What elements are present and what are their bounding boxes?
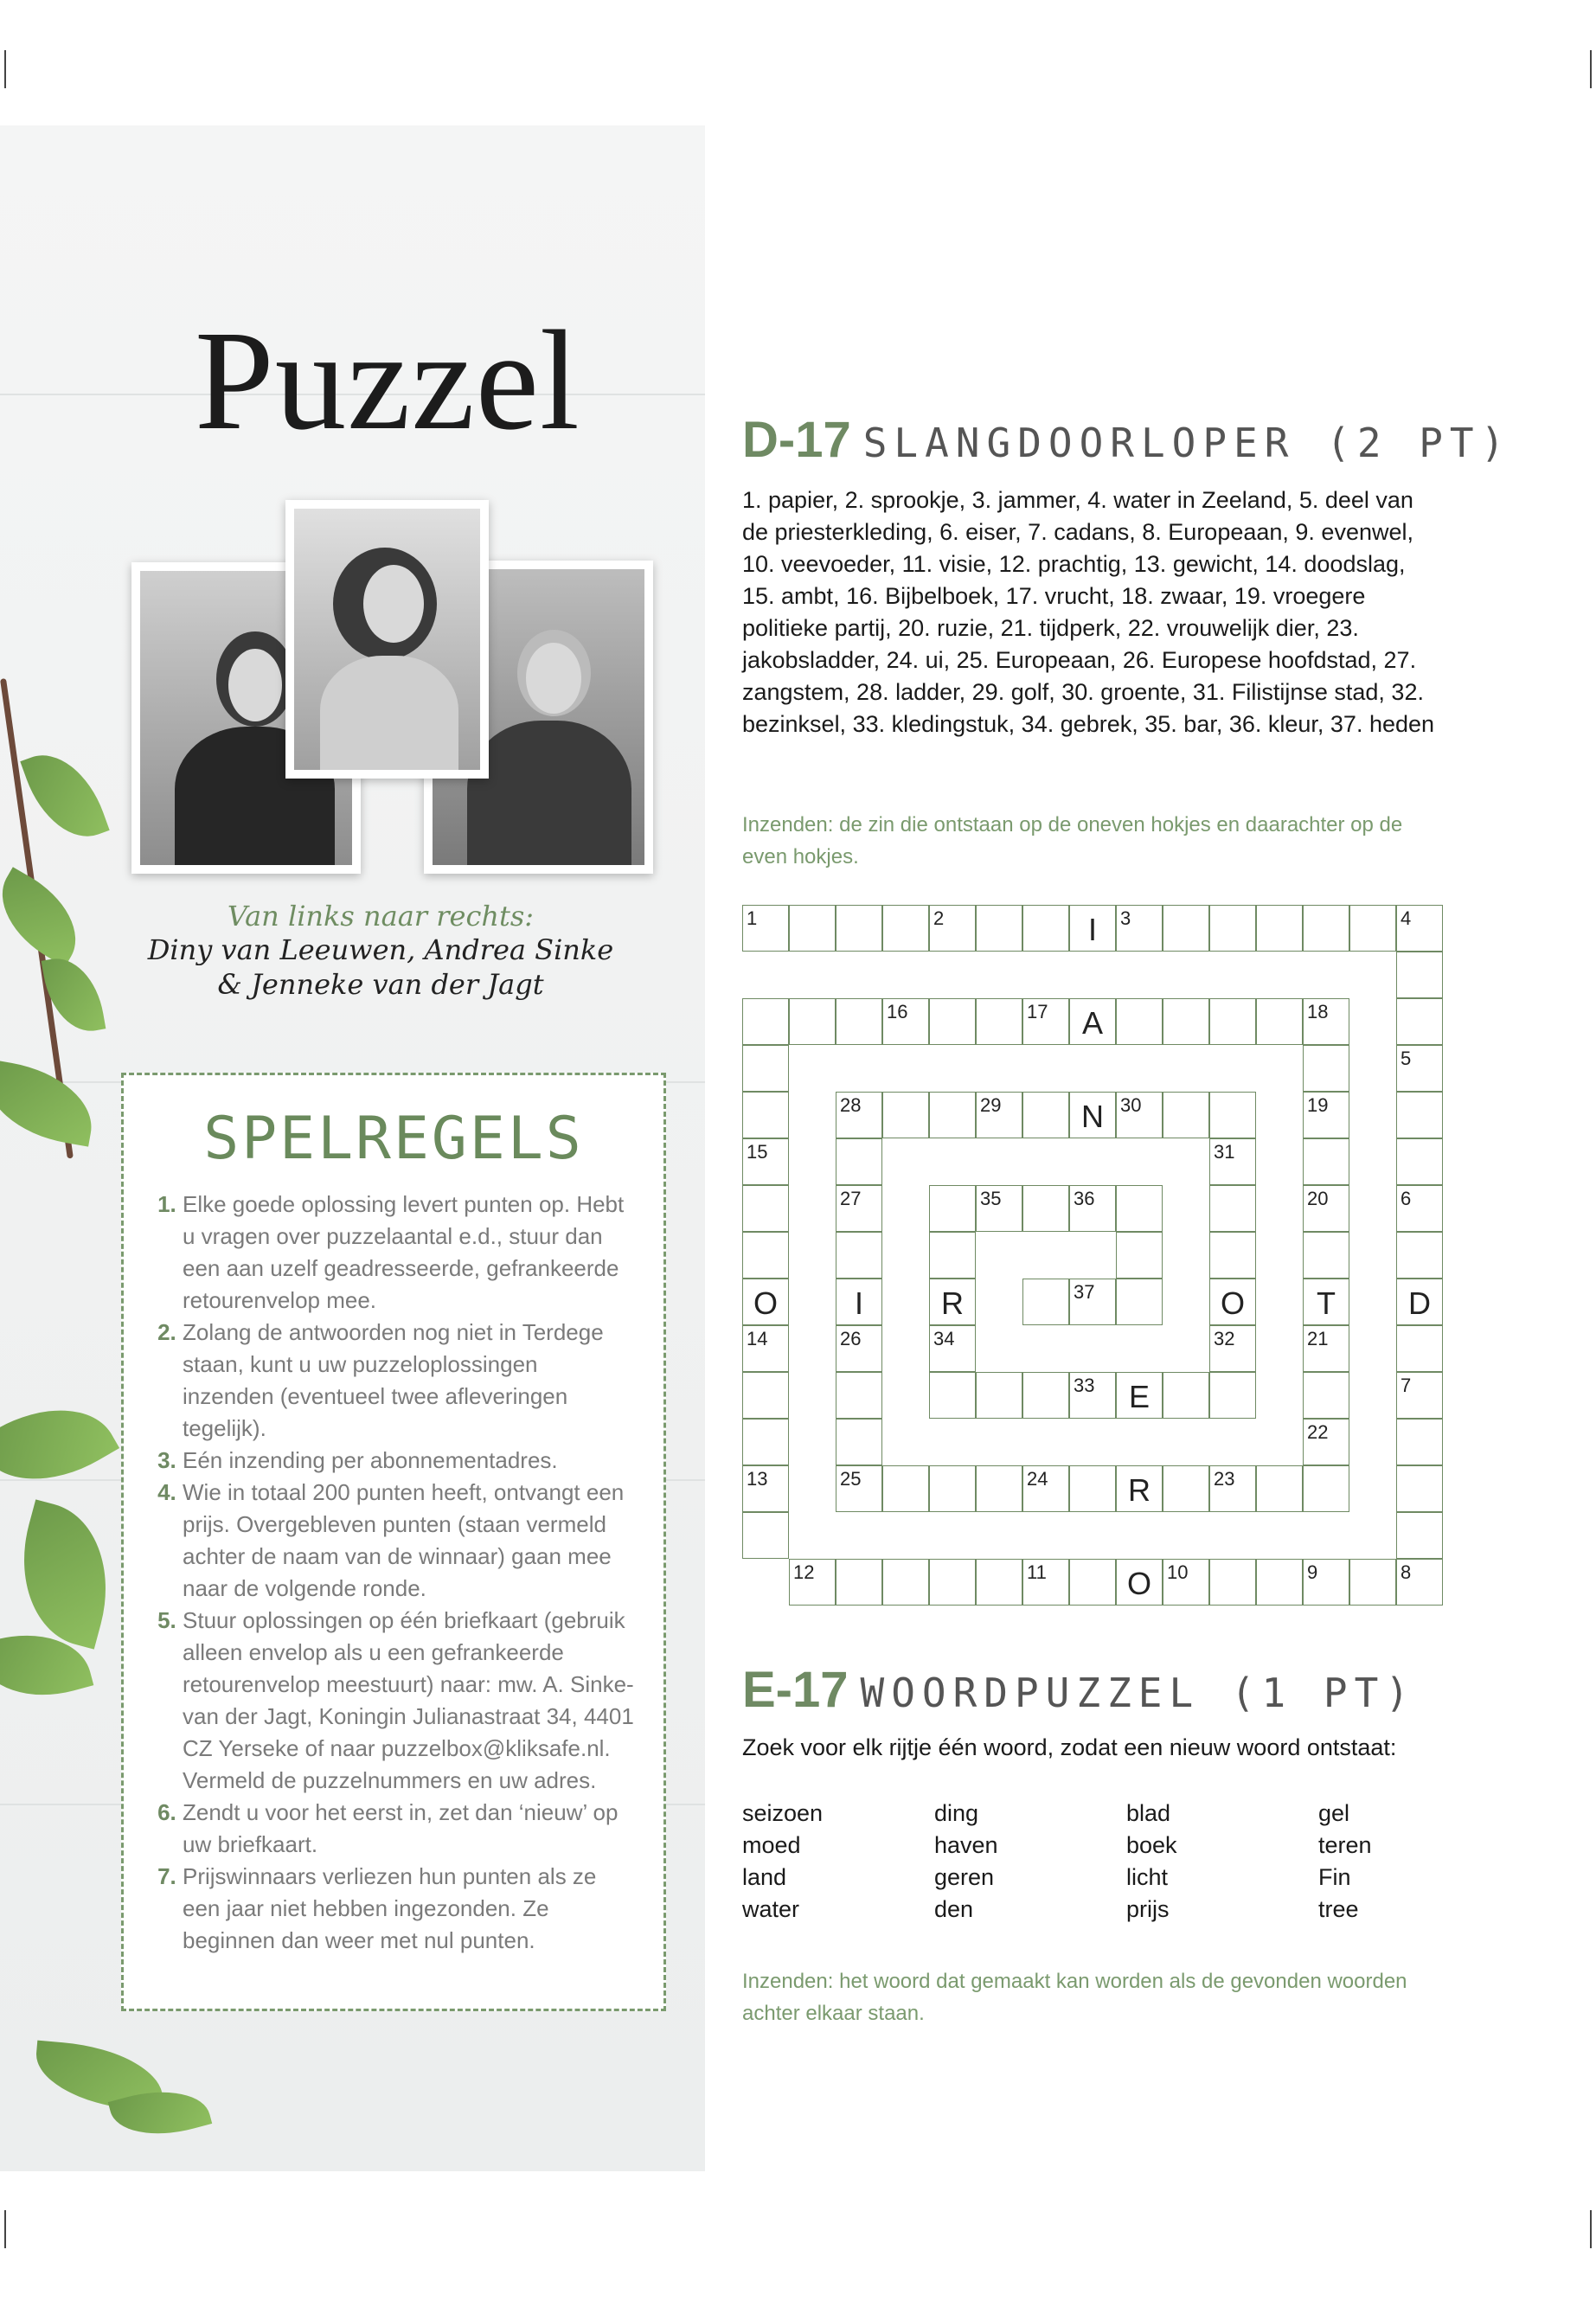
grid-cell[interactable] — [1303, 1465, 1349, 1512]
grid-cell[interactable] — [1303, 905, 1349, 952]
grid-cell[interactable] — [1396, 1465, 1443, 1512]
cell-number: 27 — [840, 1188, 862, 1209]
grid-cell[interactable] — [1116, 1185, 1163, 1232]
cell-number: 10 — [1167, 1561, 1189, 1583]
grid-cell[interactable] — [1116, 1092, 1163, 1138]
cell-letter: O — [1220, 1285, 1245, 1321]
grid-cell[interactable] — [1209, 1465, 1256, 1512]
grid-cell[interactable] — [1022, 1185, 1069, 1232]
cell-number: 24 — [1027, 1468, 1048, 1490]
cell-letter: N — [1081, 1099, 1104, 1134]
cell-letter: E — [1128, 1379, 1150, 1414]
grid-cell[interactable] — [742, 998, 789, 1045]
rule-item: 1. Elke goede oplossing levert punten op. Hebt u vragen over puzzelaantal e.d., stuur dan een aan uzelf geadresseerde, gefrankeerde retourenvelop mee. — [183, 1189, 634, 1317]
grid-cell[interactable] — [1116, 1559, 1163, 1606]
grid-cell[interactable] — [929, 1372, 976, 1419]
grid-cell[interactable] — [976, 1465, 1022, 1512]
cell-number: 35 — [980, 1188, 1002, 1209]
cell-number: 28 — [840, 1094, 862, 1116]
rule-item: 4. Wie in totaal 200 punten heeft, ontvangt een prijs. Overgebleven punten (staan vermeld achter de naam van de winnaar) gaan mee naar de volgende ronde. — [183, 1477, 634, 1605]
caption-line-2: Diny van Leeuwen, Andrea Sinke — [147, 933, 614, 966]
word: den — [934, 1896, 974, 1922]
cell-number: 34 — [933, 1328, 955, 1349]
grid-cell[interactable] — [1069, 998, 1116, 1045]
grid-cell[interactable] — [836, 1092, 882, 1138]
grid-cell[interactable] — [1163, 1559, 1209, 1606]
word-column — [1318, 1798, 1491, 1926]
cell-number: 21 — [1307, 1328, 1329, 1349]
grid-cell[interactable] — [1396, 1372, 1443, 1419]
grid-cell[interactable] — [836, 1419, 882, 1465]
word: haven — [934, 1832, 998, 1858]
grid-cell[interactable] — [789, 998, 836, 1045]
cell-number: 7 — [1401, 1375, 1412, 1396]
grid-cell[interactable] — [1396, 1232, 1443, 1279]
rule-item: 5. Stuur oplossingen op één briefkaart (gebruik alleen envelop als u een gefrankeerde retourenvelop meestuurt) naar: mw. A. Sinke-van der Jagt, Koningin Julianastraat 34, 4401 CZ Yerseke of naar puzzelbox@kliksafe.nl. Vermeld de puzzelnummers en uw adres. — [183, 1605, 634, 1797]
grid-cell[interactable] — [1256, 1465, 1303, 1512]
grid-cell[interactable] — [1256, 998, 1303, 1045]
grid-cell[interactable] — [1163, 1465, 1209, 1512]
grid-cell[interactable] — [742, 905, 789, 952]
grid-cell[interactable] — [1209, 1092, 1256, 1138]
grid-cell[interactable] — [1303, 1559, 1349, 1606]
grid-cell[interactable] — [742, 1232, 789, 1279]
cell-number: 6 — [1401, 1188, 1412, 1209]
page-title: Puzzel — [195, 301, 580, 459]
photo-andrea — [285, 500, 489, 779]
cell-number: 3 — [1120, 907, 1131, 929]
cell-letter: A — [1081, 1005, 1103, 1041]
grid-cell[interactable] — [1349, 905, 1396, 952]
grid-cell[interactable] — [1022, 1465, 1069, 1512]
grid-cell[interactable] — [1163, 905, 1209, 952]
rule-item: 7. Prijswinnaars verliezen hun punten als ze een jaar niet hebben ingezonden. Ze beginnen dan weer met nul punten. — [183, 1861, 634, 1957]
grid-cell[interactable] — [1303, 1138, 1349, 1185]
grid-cell[interactable] — [976, 905, 1022, 952]
grid-cell[interactable] — [1303, 1185, 1349, 1232]
grid-cell[interactable] — [1303, 1325, 1349, 1372]
grid-cell[interactable] — [1396, 1419, 1443, 1465]
grid-cell[interactable] — [1163, 1092, 1209, 1138]
e17-instruction: Inzenden: het woord dat gemaakt kan worden als de gevonden woorden achter elkaar staan. — [742, 1970, 1407, 2025]
grid-cell[interactable] — [929, 1185, 976, 1232]
grid-cell[interactable] — [1396, 1138, 1443, 1185]
grid-cell[interactable] — [882, 1559, 929, 1606]
grid-cell[interactable] — [929, 998, 976, 1045]
grid-cell[interactable] — [1256, 1559, 1303, 1606]
grid-cell[interactable] — [1396, 1279, 1443, 1325]
grid-cell[interactable] — [1396, 1512, 1443, 1559]
grid-cell[interactable] — [1116, 1465, 1163, 1512]
e17-name: WOORDPUZZEL (1 PT) — [860, 1670, 1417, 1716]
grid-cell[interactable] — [1116, 998, 1163, 1045]
grid-cell[interactable] — [742, 1045, 789, 1092]
word: teren — [1318, 1832, 1372, 1858]
grid-cell[interactable] — [1209, 1372, 1256, 1419]
cell-number: 11 — [1027, 1561, 1047, 1583]
d17-header — [742, 411, 1511, 469]
cell-number: 15 — [747, 1141, 768, 1163]
grid-cell[interactable] — [1209, 1138, 1256, 1185]
grid-cell[interactable] — [836, 1465, 882, 1512]
word: Fin — [1318, 1864, 1351, 1890]
grid-cell[interactable] — [742, 1419, 789, 1465]
grid-cell[interactable] — [742, 1138, 789, 1185]
word: land — [742, 1864, 787, 1890]
rules-heading: SPELREGELS — [203, 1105, 584, 1173]
grid-cell[interactable] — [882, 998, 929, 1045]
grid-cell[interactable] — [836, 1185, 882, 1232]
word: tree — [1318, 1896, 1359, 1922]
grid-cell[interactable] — [1022, 905, 1069, 952]
rules-box — [121, 1073, 666, 2011]
crop-mark — [4, 2210, 6, 2248]
grid-cell[interactable] — [976, 998, 1022, 1045]
grid-cell[interactable] — [1209, 1185, 1256, 1232]
cell-letter: D — [1408, 1285, 1431, 1321]
cell-number: 2 — [933, 907, 945, 929]
grid-cell[interactable] — [929, 1279, 976, 1325]
grid-cell[interactable] — [1209, 1559, 1256, 1606]
grid-cell[interactable] — [1396, 1325, 1443, 1372]
leaf-icon — [0, 1381, 119, 1509]
cell-number: 20 — [1307, 1188, 1329, 1209]
rule-item: 6. Zendt u voor het eerst in, zet dan ‘nieuw’ op uw briefkaart. — [183, 1797, 634, 1861]
grid-cell[interactable] — [742, 1325, 789, 1372]
word-column — [934, 1798, 1107, 1926]
grid-cell[interactable] — [1116, 1279, 1163, 1325]
grid-cell[interactable] — [836, 1372, 882, 1419]
grid-cell[interactable] — [1303, 1419, 1349, 1465]
crop-mark — [1590, 50, 1592, 88]
cell-number: 18 — [1307, 1001, 1329, 1022]
d17-code: D-17 — [742, 412, 851, 468]
cell-number: 26 — [840, 1328, 862, 1349]
grid-cell[interactable] — [976, 1185, 1022, 1232]
grid-cell[interactable] — [1069, 1372, 1116, 1419]
cell-number: 16 — [887, 1001, 908, 1022]
grid-cell[interactable] — [742, 1279, 789, 1325]
word: water — [742, 1896, 800, 1922]
grid-cell[interactable] — [929, 1559, 976, 1606]
grid-cell[interactable] — [929, 905, 976, 952]
cell-number: 23 — [1214, 1468, 1235, 1490]
grid-cell[interactable] — [1303, 998, 1349, 1045]
d17-name: SLANGDOORLOPER (2 PT) — [862, 420, 1512, 466]
cell-number: 30 — [1120, 1094, 1142, 1116]
photo-caption — [138, 900, 623, 1002]
grid-cell[interactable] — [1163, 998, 1209, 1045]
cell-number: 32 — [1214, 1328, 1235, 1349]
grid-cell[interactable] — [1209, 1279, 1256, 1325]
grid-cell[interactable] — [1303, 1279, 1349, 1325]
grid-cell[interactable] — [1069, 1185, 1116, 1232]
grid-cell[interactable] — [929, 1465, 976, 1512]
rule-item: 2. Zolang de antwoorden nog niet in Terdege staan, kunt u uw puzzeloplossingen inzenden (eventueel twee afleveringen tegelijk). — [183, 1317, 634, 1445]
cell-number: 8 — [1401, 1561, 1412, 1583]
grid-cell[interactable] — [1396, 998, 1443, 1045]
grid-cell[interactable] — [1349, 1559, 1396, 1606]
grid-cell[interactable] — [1303, 1372, 1349, 1419]
grid-cell[interactable] — [1022, 1092, 1069, 1138]
grid-cell[interactable] — [882, 1092, 929, 1138]
grid-cell[interactable] — [929, 1232, 976, 1279]
rule-item: 3. Eén inzending per abonnementadres. — [183, 1445, 634, 1477]
grid-cell[interactable] — [1396, 1185, 1443, 1232]
word-column — [1126, 1798, 1299, 1926]
grid-cell[interactable] — [976, 1092, 1022, 1138]
cell-number: 4 — [1401, 907, 1412, 929]
grid-cell[interactable] — [836, 1325, 882, 1372]
grid-cell[interactable] — [1022, 1279, 1069, 1325]
cell-number: 1 — [747, 907, 758, 929]
grid-cell[interactable] — [1303, 1092, 1349, 1138]
leaf-icon — [20, 740, 109, 850]
e17-header — [742, 1661, 1416, 1719]
word: blad — [1126, 1800, 1171, 1826]
cell-number: 19 — [1307, 1094, 1329, 1116]
grid-cell[interactable] — [1256, 905, 1303, 952]
cell-number: 31 — [1214, 1141, 1235, 1163]
word: ding — [934, 1800, 979, 1826]
cell-number: 36 — [1074, 1188, 1095, 1209]
grid-cell[interactable] — [836, 1559, 882, 1606]
cell-letter: I — [854, 1285, 863, 1321]
grid-cell[interactable] — [929, 1092, 976, 1138]
grid-cell[interactable] — [836, 1279, 882, 1325]
grid-cell[interactable] — [1396, 905, 1443, 952]
word-column — [742, 1798, 915, 1926]
grid-cell[interactable] — [976, 1372, 1022, 1419]
d17-clues: 1. papier, 2. sprookje, 3. jammer, 4. water in Zeeland, 5. deel van de priesterkleding, 6. eiser, 7. cadans, 8. Europeaan, 9. evenwel, 10. veevoeder, 11. visie, 12. prachtig, 13. gewicht, 14. doodslag, 15. ambt, 16. Bijbelboek, 17. vrucht, 18. zwaar, 19. vroegere politieke partij, 20. ruzie, 21. tijdperk, 22. vrouwelijk dier, 23. jakobsladder, 24. ui, 25. Europeaan, 26. Europese hoofdstad, 27. zangstem, 28. ladder, 29. golf, 30. groente, 31. Filistijnse stad, 32. bezinksel, 33. kledingstuk, 34. gebrek, 35. bar, 36. kleur, 37. heden — [742, 487, 1435, 737]
cell-number: 33 — [1074, 1375, 1095, 1396]
snake-grid — [742, 905, 1443, 1606]
cell-letter: O — [1126, 1566, 1151, 1601]
grid-cell[interactable] — [836, 1138, 882, 1185]
cell-letter: O — [753, 1285, 778, 1321]
cell-number: 14 — [747, 1328, 768, 1349]
grid-cell[interactable] — [1116, 1372, 1163, 1419]
grid-cell[interactable] — [1022, 998, 1069, 1045]
crop-mark — [1590, 2210, 1592, 2248]
cell-number: 25 — [840, 1468, 862, 1490]
grid-cell[interactable] — [836, 1232, 882, 1279]
grid-cell[interactable] — [1069, 905, 1116, 952]
grid-cell[interactable] — [882, 905, 929, 952]
grid-cell[interactable] — [1069, 1465, 1116, 1512]
grid-cell[interactable] — [1396, 952, 1443, 998]
e17-intro: Zoek voor elk rijtje één woord, zodat een nieuw woord ontstaat: — [742, 1734, 1397, 1760]
grid-cell[interactable] — [742, 1092, 789, 1138]
grid-cell[interactable] — [1022, 1559, 1069, 1606]
grid-cell[interactable] — [1069, 1092, 1116, 1138]
leaf-icon — [0, 1059, 100, 1146]
cell-number: 9 — [1307, 1561, 1318, 1583]
crop-mark — [4, 50, 6, 88]
grid-cell[interactable] — [789, 1559, 836, 1606]
grid-cell[interactable] — [929, 1325, 976, 1372]
cell-number: 37 — [1074, 1281, 1095, 1303]
grid-cell[interactable] — [1303, 1045, 1349, 1092]
grid-cell[interactable] — [1303, 1232, 1349, 1279]
cell-letter: R — [1128, 1472, 1151, 1508]
grid-cell[interactable] — [742, 1512, 789, 1559]
grid-cell[interactable] — [836, 998, 882, 1045]
cell-number: 17 — [1027, 1001, 1048, 1022]
grid-cell[interactable] — [882, 1465, 929, 1512]
word: seizoen — [742, 1800, 824, 1826]
grid-cell[interactable] — [1209, 1325, 1256, 1372]
cell-number: 29 — [980, 1094, 1002, 1116]
grid-cell[interactable] — [1069, 1559, 1116, 1606]
grid-cell[interactable] — [1396, 1092, 1443, 1138]
grid-cell[interactable] — [1209, 905, 1256, 952]
grid-cell[interactable] — [1069, 1279, 1116, 1325]
word: gel — [1318, 1800, 1350, 1826]
grid-cell[interactable] — [976, 1559, 1022, 1606]
caption-line-3: & Jenneke van der Jagt — [217, 968, 544, 1001]
grid-cell[interactable] — [1116, 905, 1163, 952]
grid-cell[interactable] — [836, 905, 882, 952]
cell-letter: R — [941, 1285, 964, 1321]
rules-list — [124, 1189, 663, 1957]
word: boek — [1126, 1832, 1177, 1858]
word: moed — [742, 1832, 801, 1858]
grid-cell[interactable] — [1116, 1232, 1163, 1279]
cell-number: 13 — [747, 1468, 768, 1490]
grid-cell[interactable] — [742, 1185, 789, 1232]
grid-cell[interactable] — [789, 905, 836, 952]
leaf-icon — [0, 867, 95, 967]
grid-cell[interactable] — [742, 1372, 789, 1419]
word: prijs — [1126, 1896, 1170, 1922]
grid-cell[interactable] — [1396, 1559, 1443, 1606]
cell-number: 22 — [1307, 1421, 1329, 1443]
cell-letter: I — [1087, 912, 1097, 947]
grid-cell[interactable] — [1209, 998, 1256, 1045]
cell-number: 12 — [793, 1561, 815, 1583]
word: licht — [1126, 1864, 1169, 1890]
grid-cell[interactable] — [742, 1465, 789, 1512]
leaf-icon — [2, 1499, 127, 1649]
cell-letter: T — [1317, 1285, 1336, 1321]
cell-number: 5 — [1401, 1048, 1412, 1069]
d17-instruction: Inzenden: de zin die ontstaan op de oneven hokjes en daarachter op de even hokjes. — [742, 813, 1403, 868]
grid-cell[interactable] — [1209, 1232, 1256, 1279]
caption-line-1: Van links naar rechts: — [227, 900, 535, 933]
grid-cell[interactable] — [1163, 1372, 1209, 1419]
grid-cell[interactable] — [1396, 1045, 1443, 1092]
word: geren — [934, 1864, 995, 1890]
e17-code: E-17 — [742, 1662, 849, 1718]
grid-cell[interactable] — [1022, 1372, 1069, 1419]
